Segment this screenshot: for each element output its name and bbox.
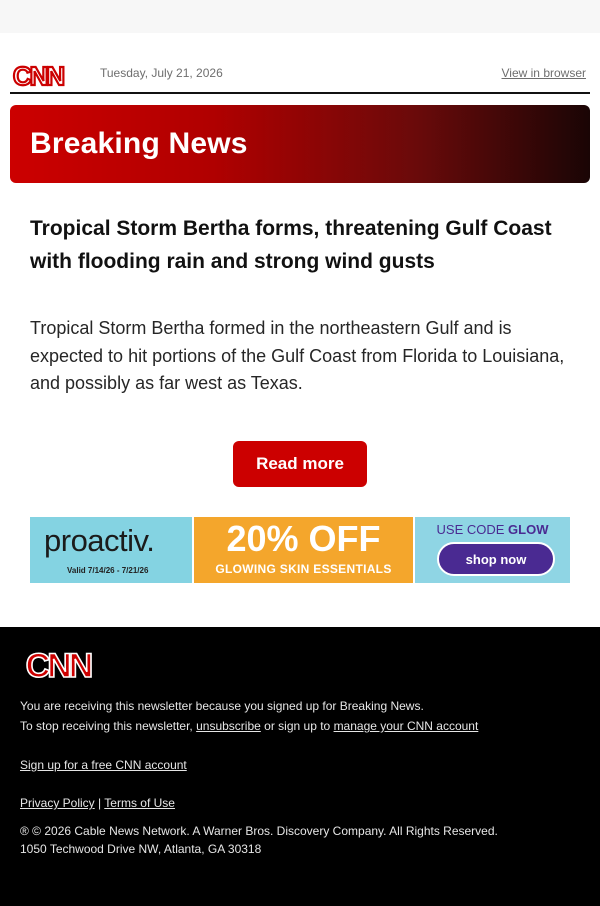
ad-promo-code bbox=[415, 522, 570, 537]
footer-stop-line bbox=[20, 719, 478, 733]
breaking-news-banner bbox=[10, 105, 590, 183]
cnn-logo-icon[interactable] bbox=[10, 61, 66, 89]
email-footer bbox=[0, 627, 600, 906]
footer-link-separator: | bbox=[98, 796, 102, 810]
footer-address: 1050 Techwood Drive NW, Atlanta, GA 30318 bbox=[20, 842, 262, 856]
terms-of-use-link[interactable]: Terms of Use bbox=[104, 796, 175, 810]
send-date: Tuesday, July 21, 2026 bbox=[100, 66, 223, 80]
footer-legal-links bbox=[20, 796, 175, 810]
ad-brand-panel bbox=[30, 517, 192, 583]
read-more-button[interactable]: Read more bbox=[233, 441, 367, 487]
footer-reason: You are receiving this newsletter because you signed up for Breaking News. bbox=[20, 699, 424, 713]
top-spacer-bar bbox=[0, 0, 600, 33]
ad-code-prefix: USE CODE bbox=[436, 522, 505, 537]
footer-copyright: ® © 2026 Cable News Network. A Warner Bros. Discovery Company. All Rights Reserved. bbox=[20, 824, 498, 838]
footer-stop-prefix: To stop receiving this newsletter, bbox=[20, 719, 193, 733]
signup-link[interactable]: Sign up for a free CNN account bbox=[20, 758, 187, 772]
banner-title: Breaking News bbox=[30, 127, 248, 160]
unsubscribe-link[interactable]: unsubscribe bbox=[196, 719, 261, 733]
ad-brand-logo: proactiv. bbox=[44, 523, 155, 558]
article-headline[interactable]: Tropical Storm Bertha forms, threatening Gulf Coast with flooding rain and strong wind gusts bbox=[30, 217, 552, 273]
ad-discount-subtitle: GLOWING SKIN ESSENTIALS bbox=[215, 562, 392, 576]
article-summary: Tropical Storm Bertha formed in the northeastern Gulf and is expected to hit portions of the Gulf Coast from Florida to Louisiana, and possibly as far west as Texas. bbox=[30, 318, 565, 393]
cnn-logo-icon[interactable] bbox=[20, 646, 96, 682]
ad-shop-now-button[interactable]: shop now bbox=[437, 542, 555, 576]
ad-code-panel bbox=[415, 517, 570, 583]
proactiv-ad-banner[interactable] bbox=[30, 517, 570, 583]
svg-text:CNN: CNN bbox=[25, 647, 91, 682]
footer-stop-middle: or sign up to bbox=[264, 719, 331, 733]
ad-valid-dates: Valid 7/14/26 - 7/21/26 bbox=[67, 566, 149, 575]
email-header bbox=[10, 59, 590, 94]
manage-account-link[interactable]: manage your CNN account bbox=[333, 719, 479, 733]
ad-discount-panel bbox=[194, 517, 413, 583]
footer-signup-line bbox=[20, 758, 187, 772]
view-in-browser-link[interactable]: View in browser bbox=[501, 66, 586, 80]
ad-discount: 20% OFF bbox=[226, 518, 381, 559]
svg-text:CNN: CNN bbox=[12, 61, 64, 89]
privacy-policy-link[interactable]: Privacy Policy bbox=[20, 796, 95, 810]
ad-code-value: GLOW bbox=[508, 522, 549, 537]
